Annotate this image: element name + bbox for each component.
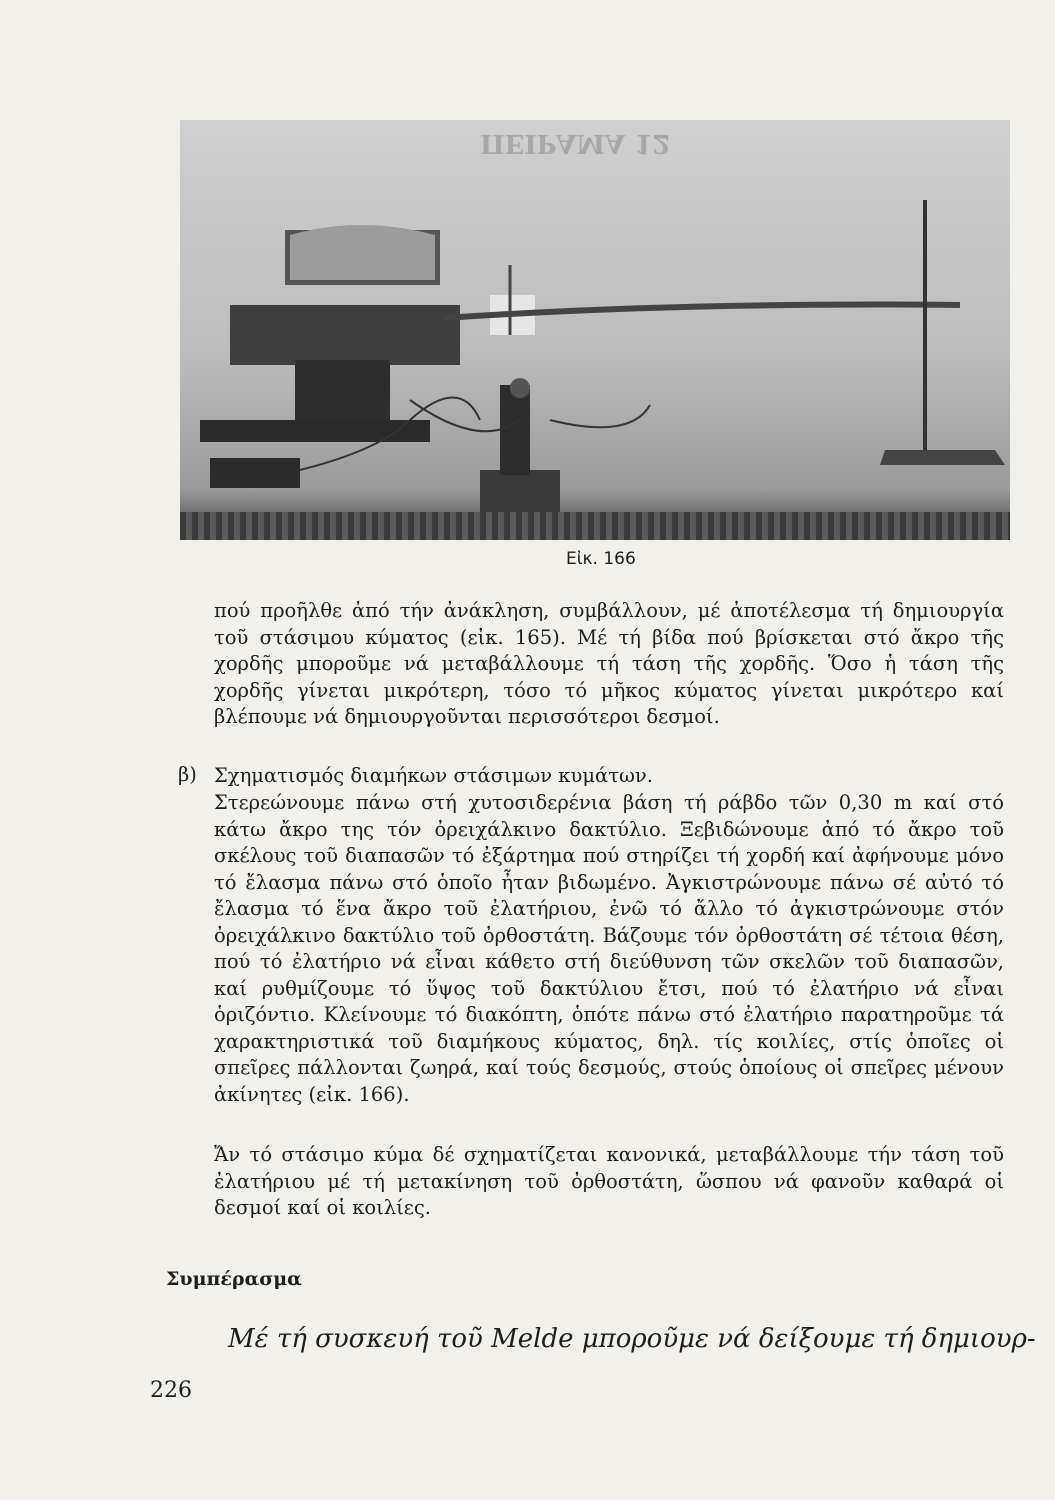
figure-caption: Εἰκ. 166 — [566, 549, 636, 569]
page-number: 226 — [150, 1378, 192, 1403]
section-beta-label: β) — [178, 763, 197, 786]
section-beta-title: Σχηματισμός διαμήκων στάσιμων κυμάτων. — [214, 764, 653, 787]
conclusion-heading: Συμπέρασμα — [166, 1268, 302, 1290]
paragraph-3 — [214, 1142, 1004, 1223]
melde-apparatus-illustration — [180, 120, 1010, 540]
paragraph-3-text: Ἄν τό στάσιμο κύμα δέ σχηματίζεται κανονικά, μεταβάλλουμε τήν τάση τοῦ ἐλατήριου μέ τή μετακίνηση τοῦ ὀρθοστάτη, ὥσπου νά φανοῦν καθαρά οἱ δεσμοί καί οἱ κοιλίες. — [214, 1143, 1004, 1219]
conclusion-text: Μέ τή συσκευή τοῦ Melde μποροῦμε νά δείξουμε τή δημιουρ- — [228, 1324, 1036, 1354]
figure-photo — [180, 120, 1010, 540]
paragraph-2-text: Στερεώνουμε πάνω στή χυτοσιδερένια βάση τή ράβδο τῶν 0,30 m καί στό κάτω ἄκρο της τόν ὀρειχάλκινο δακτύλιο. Ξεβιδώνουμε ἀπό τό ἄκρο τοῦ σκέλους τοῦ διαπασῶν τό ἐξάρτημα πού στηρίζει τή χορδή καί ἀφήνουμε μόνο τό ἔλασμα πάνω στό ὁποῖο ἦταν βιδωμένο. Ἀγκιστρώνουμε πάνω σέ αὐτό τό ἔλασμα τό ἕνα ἄκρο τοῦ ἐλατήριου, ἐνῶ τό ἄλλο τό ἀγκιστρώνουμε στόν ὀρειχάλκινο δακτύλιο τοῦ ὀρθοστάτη. Βάζουμε τόν ὀρθοστάτη σέ τέτοια θέση, πού τό ἐλατήριο νά εἶναι κάθετο στή διεύθυνση τῶν σκελῶν τοῦ διαπασῶν, καί ρυθμίζουμε τό ὕψος τοῦ δακτύλιου ἔτσι, πού τό ἐλατήριο νά εἶναι ὁριζόντιο. Κλείνουμε τό διακόπτη, ὁπότε πάνω στό ἐλατήριο παρατηροῦμε τά χαρακτηριστικά τοῦ διαμήκους κύματος, δηλ. τίς κοιλίες, στίς ὁποῖες οἱ σπεῖρες πάλλονται ζωηρά, καί τούς δεσμούς, στούς ὁποίους οἱ σπεῖρες μένουν ἀκίνητες (εἰκ. 166). — [214, 791, 1004, 1106]
photo-base-shadow — [180, 512, 1010, 540]
paragraph-1-text: πού προῆλθε ἀπό τήν ἀνάκληση, συμβάλλουν, μέ ἀποτέλεσμα τή δημιουργία τοῦ στάσιμου κύματος (εἰκ. 165). Μέ τή βίδα πού βρίσκεται στό ἄκρο τῆς χορδῆς μποροῦμε νά μεταβάλλουμε τή τάση τῆς χορδῆς. Ὅσο ἡ τάση τῆς χορδῆς γίνεται μικρότερη, τόσο τό μῆκος κύματος γίνεται μικρότερο καί βλέπουμε νά δημιουργοῦνται περισσότεροι δεσμοί. — [214, 599, 1004, 728]
paragraph-1 — [214, 598, 1004, 732]
bleed-through-text: ΠΕΙΡΑΜΑ 12 — [480, 128, 671, 158]
paragraph-2 — [214, 790, 1004, 1109]
